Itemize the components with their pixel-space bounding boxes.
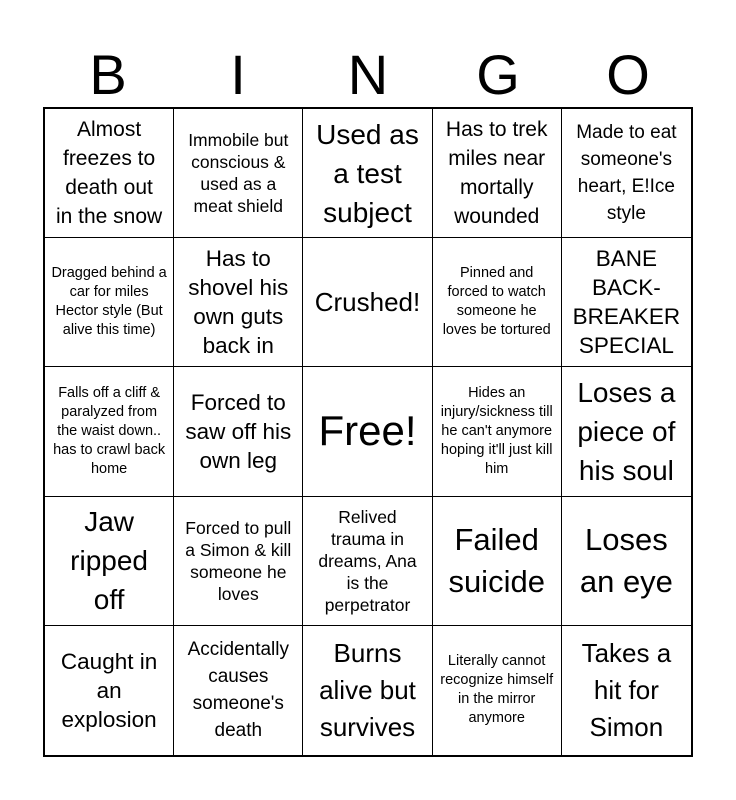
cell-text: Free! — [318, 407, 417, 455]
cell-text: Hides an injury/sickness till he can't anymore hoping it'll just kill him — [440, 384, 553, 477]
bingo-cell-r4c4[interactable] — [433, 497, 562, 626]
header-letter-n: N — [347, 43, 389, 106]
cell-text: BANE BACK-BREAKER SPECIAL — [572, 246, 681, 359]
cell-text: Takes a hit for Simon — [581, 637, 672, 742]
bingo-cell-r3c5[interactable] — [562, 367, 691, 496]
bingo-cell-r3c4[interactable] — [433, 367, 562, 496]
bingo-cell-r4c3[interactable] — [303, 497, 432, 626]
bingo-cell-r2c4[interactable] — [433, 238, 562, 367]
cell-text: Accidentally causes someone's death — [187, 639, 289, 742]
header-letter-o: O — [606, 43, 650, 106]
cell-text: Caught in an explosion — [60, 648, 158, 732]
bingo-card — [43, 107, 693, 757]
bingo-cell-r1c1[interactable] — [45, 109, 174, 238]
cell-text: Relived trauma in dreams, Ana is the perpetrator — [318, 506, 417, 615]
cell-text: Has to shovel his own guts back in — [188, 246, 289, 359]
header-letter-b: B — [89, 43, 127, 106]
bingo-cell-r1c2[interactable] — [174, 109, 303, 238]
bingo-cell-r1c5[interactable] — [562, 109, 691, 238]
cell-text: Immobile but conscious & used as a meat shield — [188, 130, 289, 217]
bingo-cell-r2c3[interactable] — [303, 238, 432, 367]
bingo-cell-r5c4[interactable] — [433, 626, 562, 755]
bingo-cell-r2c2[interactable] — [174, 238, 303, 367]
cell-text: Loses an eye — [579, 521, 673, 599]
bingo-cell-r2c1[interactable] — [45, 238, 174, 367]
bingo-cell-r5c3[interactable] — [303, 626, 432, 755]
cell-text: Almost freezes to death out in the snow — [55, 118, 163, 229]
cell-text: Used as a test subject — [316, 118, 419, 228]
bingo-cell-r3c1[interactable] — [45, 367, 174, 496]
bingo-cell-r5c5[interactable] — [562, 626, 691, 755]
bingo-cell-r2c5[interactable] — [562, 238, 691, 367]
header-letter-g: G — [476, 43, 520, 106]
cell-text: Literally cannot recognize himself in the mirror anymore — [440, 653, 554, 727]
cell-text: Burns alive but survives — [319, 637, 416, 742]
cell-text: Dragged behind a car for miles Hector style (But alive this time) — [51, 265, 167, 339]
bingo-header — [43, 42, 693, 108]
cell-text: Forced to saw off his own leg — [185, 389, 292, 473]
header-letter-i: I — [230, 43, 246, 106]
cell-text: Has to trek miles near mortally wounded — [445, 118, 548, 229]
bingo-cell-r4c1[interactable] — [45, 497, 174, 626]
cell-text: Crushed! — [314, 286, 421, 317]
cell-text: Jaw ripped off — [70, 506, 149, 616]
bingo-cell-r4c2[interactable] — [174, 497, 303, 626]
bingo-cell-r1c4[interactable] — [433, 109, 562, 238]
bingo-cell-r3c2[interactable] — [174, 367, 303, 496]
bingo-cell-r3c3[interactable] — [303, 367, 432, 496]
cell-text: Made to eat someone's heart, E!Ice style — [576, 122, 677, 225]
bingo-cell-r5c2[interactable] — [174, 626, 303, 755]
cell-text: Failed suicide — [448, 521, 545, 599]
bingo-cell-r5c1[interactable] — [45, 626, 174, 755]
cell-text: Pinned and forced to watch someone he loves be tortured — [442, 265, 551, 339]
bingo-cell-r4c5[interactable] — [562, 497, 691, 626]
cell-text: Falls off a cliff & paralyzed from the waist down.. has to crawl back home — [53, 384, 166, 477]
cell-text: Loses a piece of his soul — [577, 376, 676, 486]
cell-text: Forced to pull a Simon & kill someone he loves — [185, 517, 292, 604]
bingo-cell-r1c3[interactable] — [303, 109, 432, 238]
